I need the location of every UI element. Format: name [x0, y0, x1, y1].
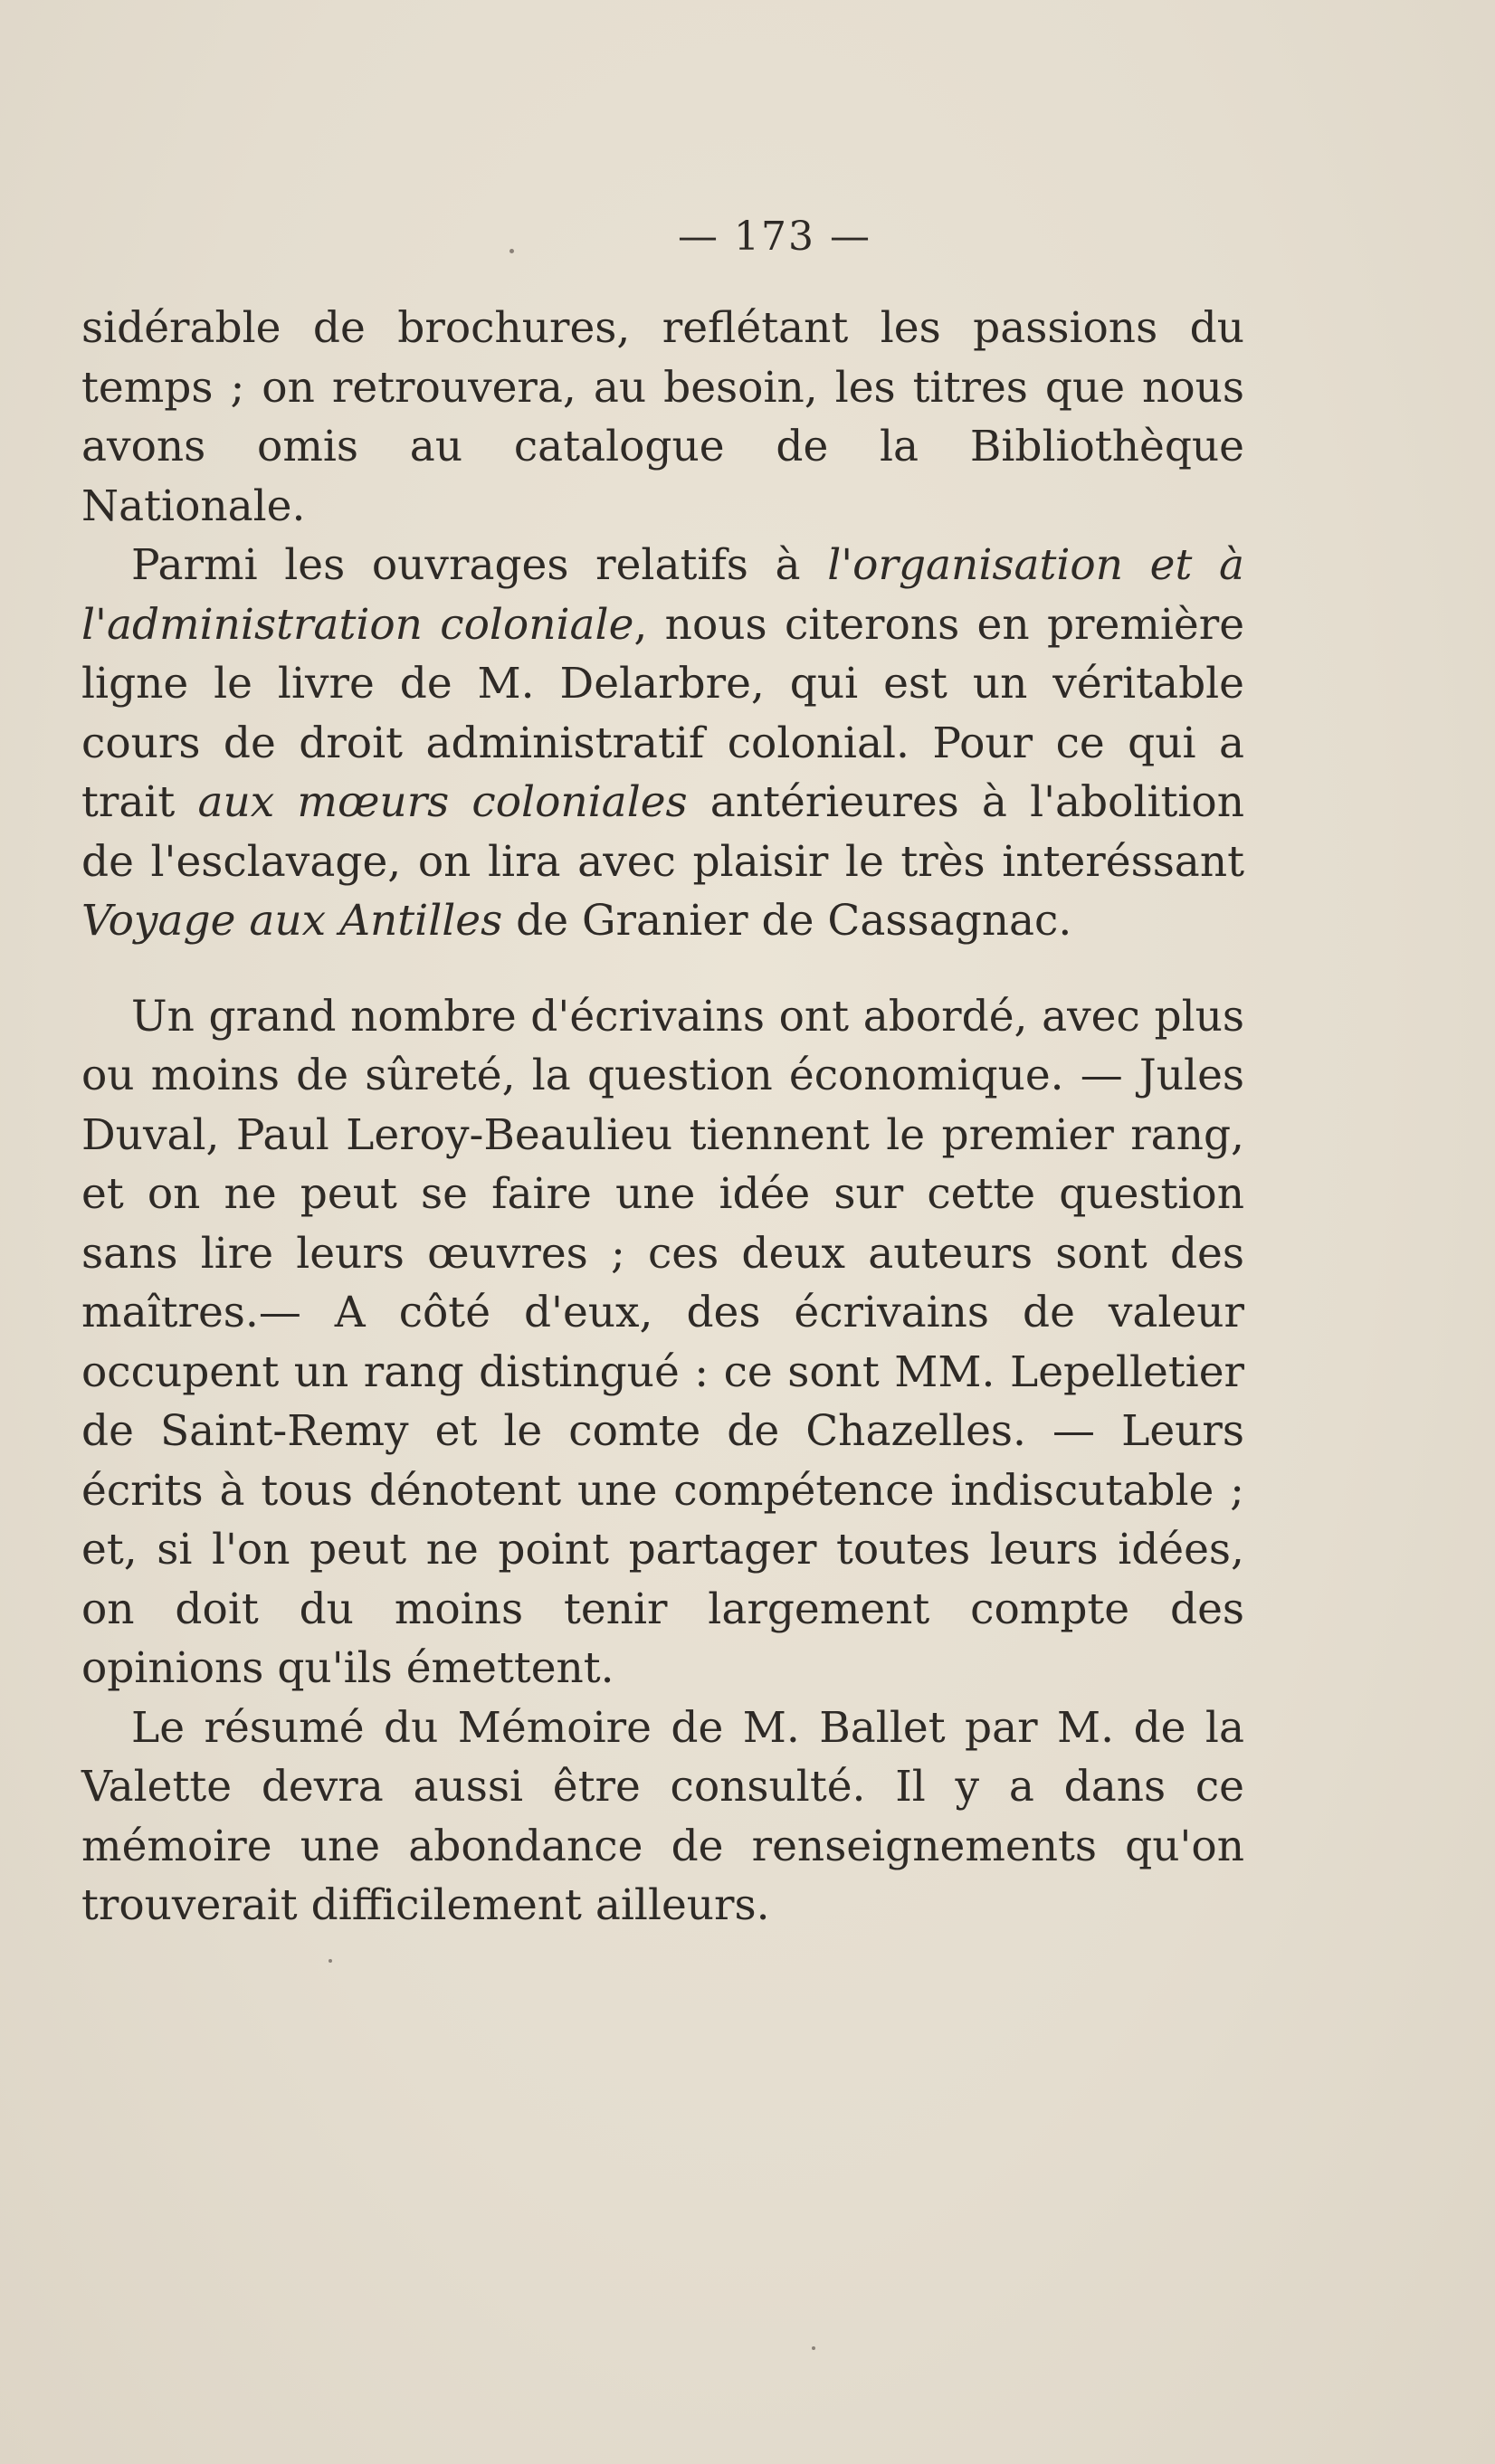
- text-run: Un grand nombre d'écrivains ont abordé, avec plus ou moins de sûreté, la question économique. — Jules Duval, Paul Leroy-Beaulieu tiennent le premier rang, et on ne peut se faire une idée sur cette question sans lire leurs œuvres ; ces deux auteurs sont des maîtres.— A côté d'eux, des écrivains de valeur occupent un rang distingué : ce sont MM. Lepelletier de Saint-Remy et le comte de Chazelles. — Leurs écrits à tous dénotent une compétence indiscutable ; et, si l'on peut ne point partager toutes leurs idées, on doit du moins tenir largement compte des opinions qu'ils émettent.: [81, 991, 1244, 1693]
- paragraph-economics: [81, 987, 1244, 1698]
- print-speck: [329, 1959, 332, 1963]
- paragraph-ballet-memoire: [81, 1698, 1244, 1936]
- italic-text: Voyage aux Antilles: [81, 896, 503, 946]
- text-run: Parmi les ouvrages relatifs à: [131, 540, 828, 590]
- print-speck: [509, 249, 514, 253]
- text-run: sidérable de brochures, reflétant les passions du temps ; on retrouvera, au besoin, les titres que nous avons omis au catalogue de la Bibliothèque Nationale.: [81, 303, 1244, 531]
- italic-text: l'organisation et à l'administration coloniale: [81, 540, 1245, 650]
- paragraph-continuation: [81, 299, 1244, 536]
- print-speck: [812, 2346, 815, 2350]
- body-text: [81, 299, 1244, 1936]
- paragraph-administration: [81, 536, 1244, 951]
- text-run: Le résumé du Mémoire de M. Ballet par M. de la Valette devra aussi être consulté. Il y a dans ce mémoire une abondance de renseignements qu'on trouverait difficilement ailleurs.: [81, 1702, 1244, 1930]
- page-number: — 173 —: [678, 214, 871, 260]
- text-run: antérieures à l'abolition de l'esclavage, on lira avec plaisir le très interéssant: [81, 777, 1244, 887]
- text-run: , nous citerons en première ligne le livre de M. Delarbre, qui est un véritable cours de droit administratif colonial. Pour ce qui a trait: [81, 599, 1245, 827]
- text-run: de Granier de Cassagnac.: [502, 896, 1072, 946]
- italic-text: aux mœurs coloniales: [197, 777, 688, 827]
